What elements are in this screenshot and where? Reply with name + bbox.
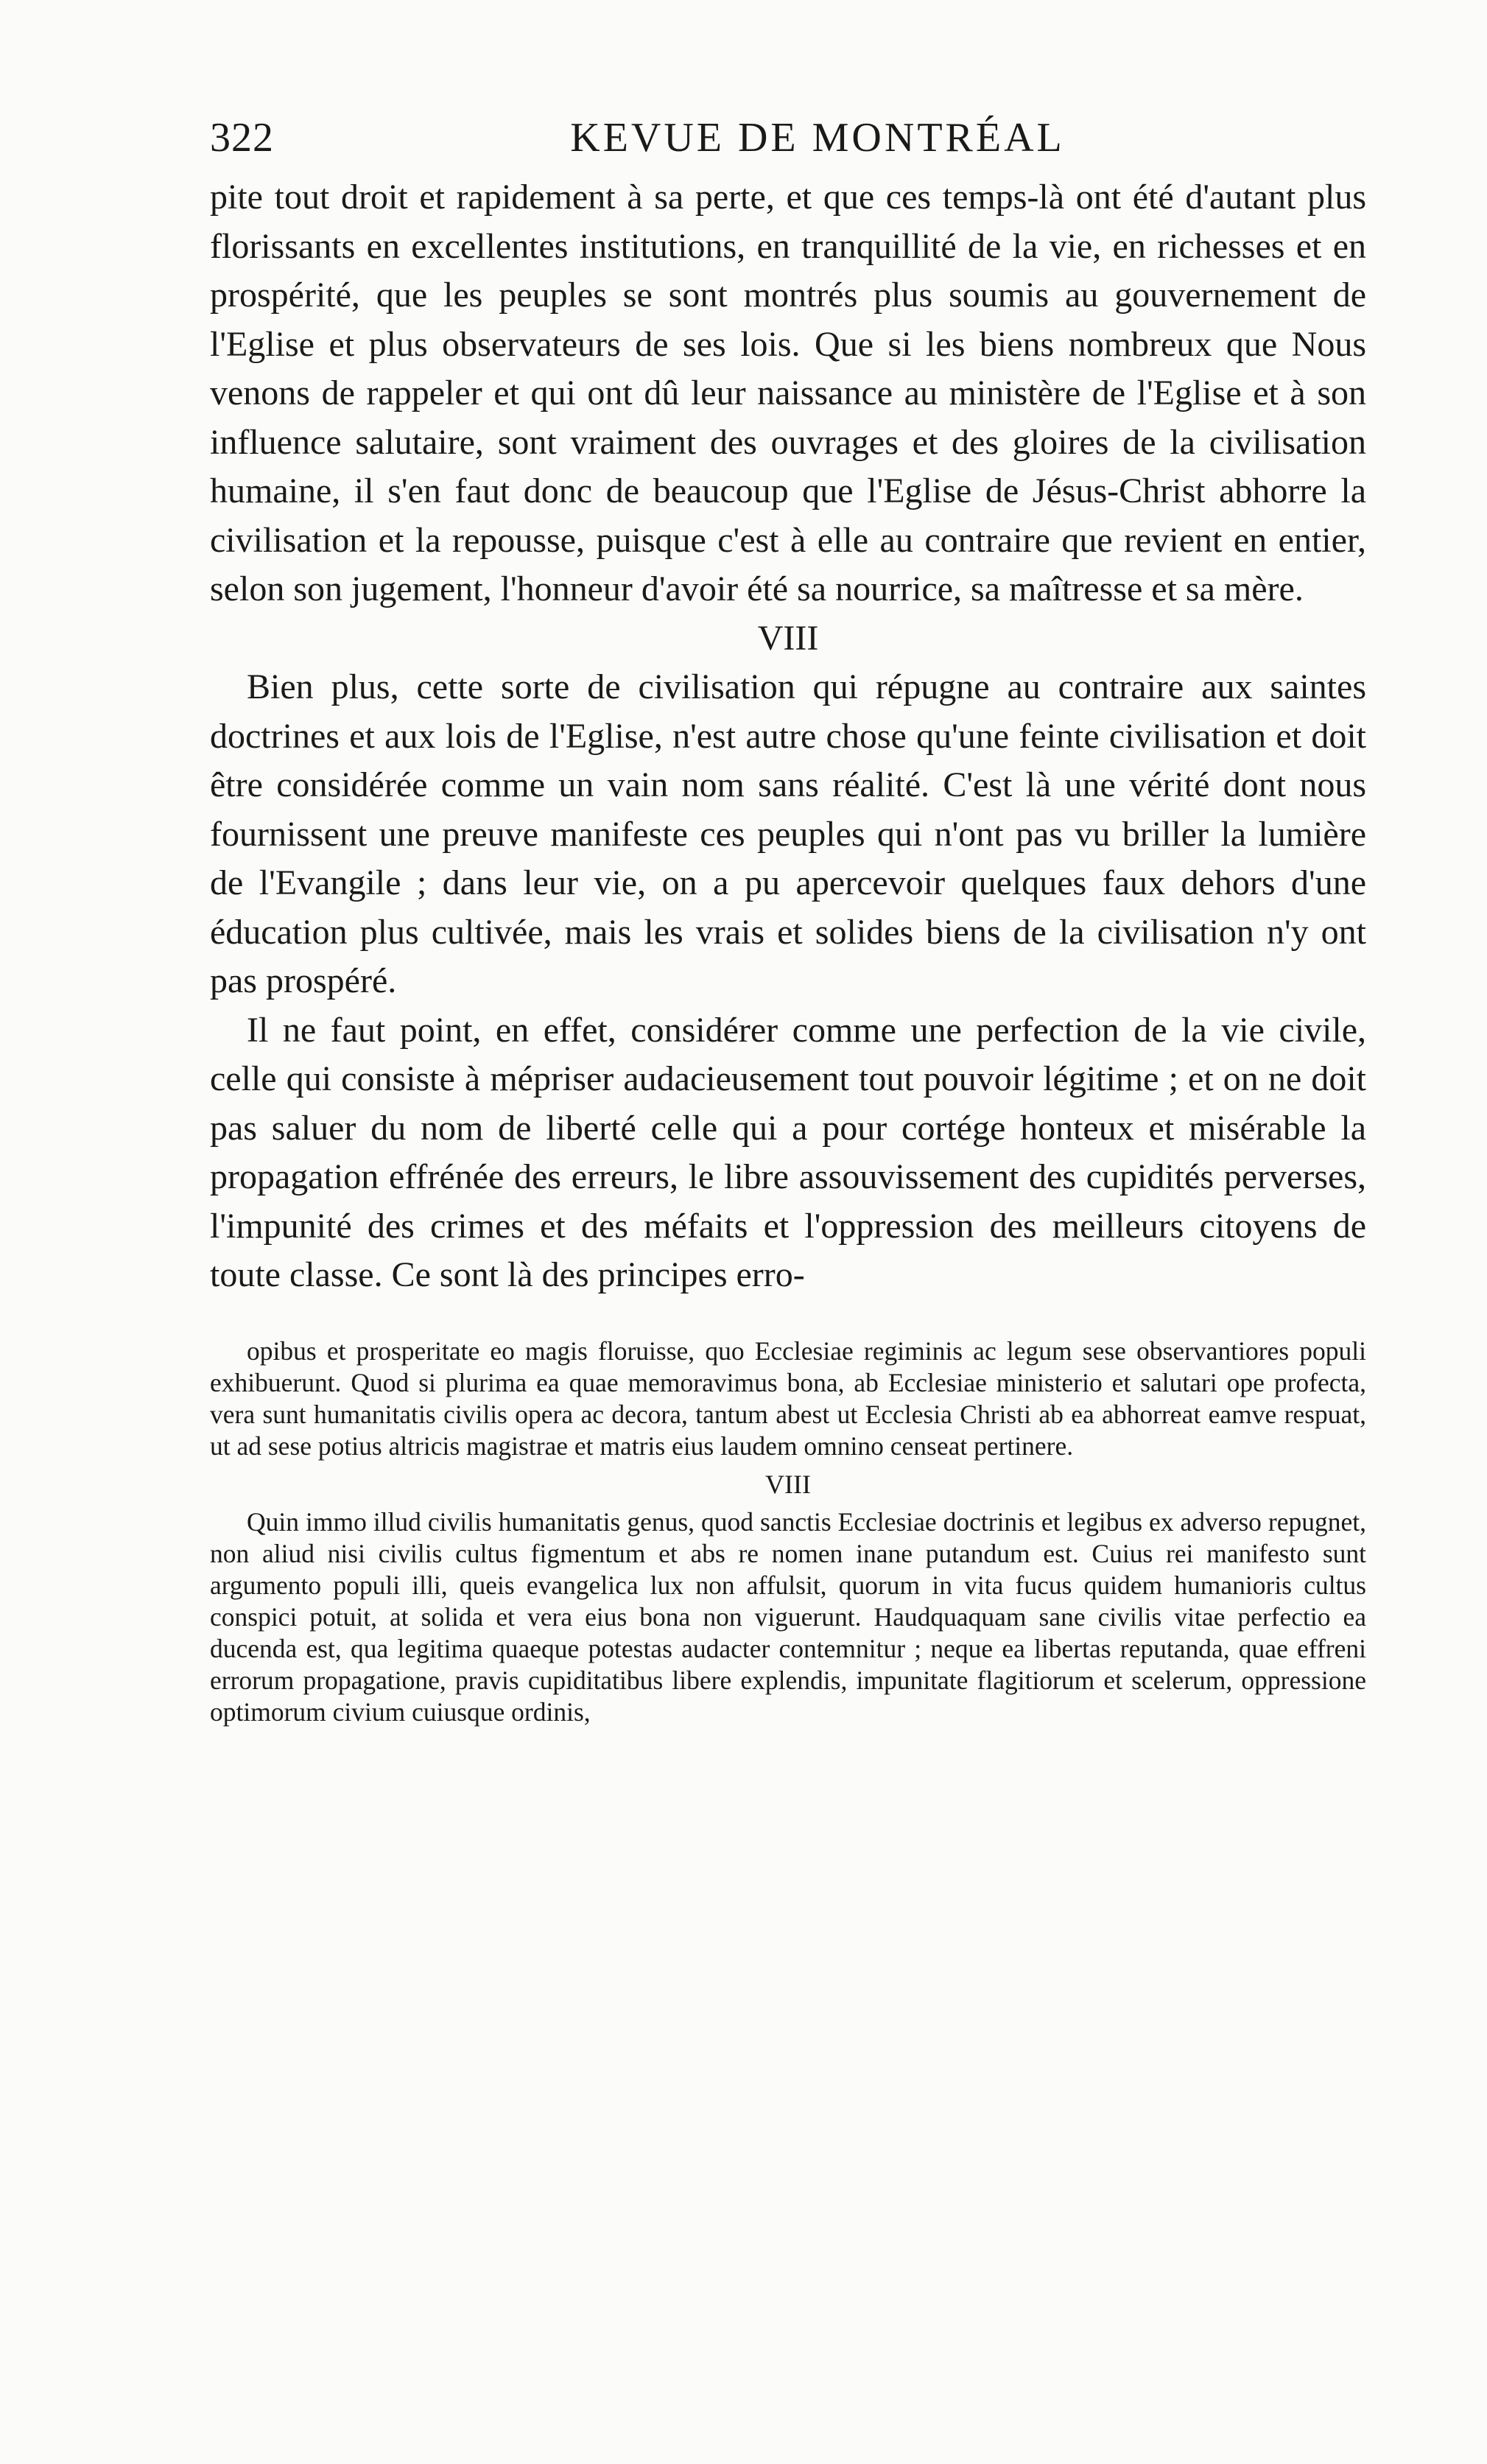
footnote-section-heading: VIII	[765, 1469, 811, 1499]
main-paragraph-1: pite tout droit et rapidement à sa perte, et que ces temps-là ont été d'autant plus florissants en excellentes institutions, en tranquillité de la vie, en richesses et en prospérité, que les peuples se sont montrés plus soumis au gouvernement de l'Eglise et plus observateurs de ses lois. Que si les biens nombreux que Nous venons de rappeler et qui ont dû leur naissance au ministère de l'Eglise et à son influence salutaire, sont vraiment des ouvrages et des gloires de la civilisation humaine, il s'en faut donc de beaucoup que l'Eglise de Jésus-Christ abhorre la civilisation et la repousse, puisque c'est à elle au contraire que revient en entier, selon son jugement, l'honneur d'avoir été sa nourrice, sa maîtresse et sa mère.	[210, 178, 1366, 608]
footnote-paragraph-2: Quin immo illud civilis humanitatis genus, quod sanctis Ecclesiae doctrinis et legibus ex adverso repugnet, non aliud nisi civilis cultus figmentum et abs re nomen inane putandum est. Cuius rei manifesto sunt argumento populi illi, queis evangelica lux non affulsit, quorum in vita fucus quidem humanioris cultus conspici potuit, at solida et vera eius bona non viguerunt. Haudquaquam sane civilis vitae perfectio ea ducenda est, qua legitima quaeque potestas audacter contemnitur ; neque ea libertas reputanda, quae effreni errorum propagatione, pravis cupiditatibus libere explendis, impunitate flagitiorum et scelerum, oppressione optimorum civium cuiusque ordinis,	[210, 1506, 1366, 1727]
page-number: 322	[210, 115, 274, 161]
main-paragraph-3: Il ne faut point, en effet, considérer comme une perfection de la vie civile, celle qui consiste à mépriser audacieusement tout pouvoir légitime ; et on ne doit pas saluer du nom de liberté celle qui a pour cortége honteux et misérable la propagation effrénée des erreurs, le libre assouvissement des cupidités perverses, l'impunité des crimes et des méfaits et l'oppression des meilleurs citoyens de toute classe. Ce sont là des principes erro-	[210, 1010, 1366, 1294]
main-paragraph-2: Bien plus, cette sorte de civilisation qui répugne au contraire aux saintes doctrines et aux lois de l'Eglise, n'est autre chose qu'une feinte civilisation et doit être considérée comme un vain nom sans réalité. C'est là une vérité dont nous fournissent une preuve manifeste ces peuples qui n'ont pas vu briller la lumière de l'Evangile ; dans leur vie, on a pu apercevoir quelques faux dehors d'une éducation plus cultivée, mais les vrais et solides biens de la civilisation n'y ont pas prospéré.	[210, 667, 1366, 1000]
section-heading: VIII	[757, 618, 819, 658]
running-title: KEVUE DE MONTRÉAL	[570, 115, 1065, 161]
document-page	[210, 114, 1366, 1728]
main-text	[210, 173, 1366, 1300]
footnote-paragraph-1: opibus et prosperitate eo magis floruisse, quo Ecclesiae regiminis ac legum sese observantiores populi exhibuerunt. Quod si plurima ea quae memoravimus bona, ab Ecclesiae ministerio et salutari ope profecta, vera sunt humanitatis civilis opera ac decora, tantum abest ut Ecclesia Christi ab ea abhorreat eamve respuat, ut ad sese potius altricis magistrae et matris eius laudem omnino censeat pertinere.	[210, 1335, 1366, 1461]
latin-footnote	[210, 1335, 1366, 1728]
page-header	[210, 114, 1366, 173]
